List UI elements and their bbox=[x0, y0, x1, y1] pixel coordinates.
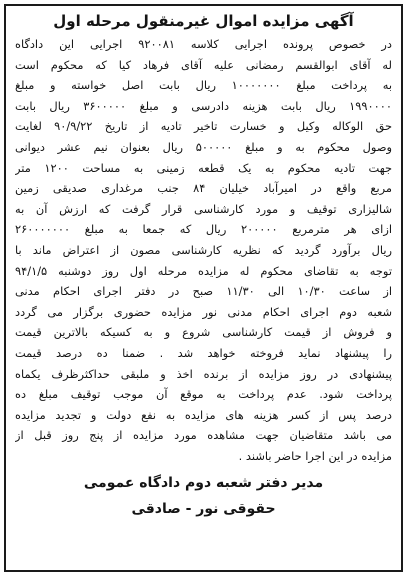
body-line: جهت تادیه محکوم به یک قطعه زمینی به مساحت ۱۲۰۰ متر bbox=[15, 160, 392, 175]
body-line: مزایده در این اجرا حاضر باشند . bbox=[238, 448, 392, 463]
signature-title: مدیر دفتر شعبه دوم دادگاه عمومی bbox=[83, 475, 324, 492]
body-line: له آقای ابوالقسم رمضانی علیه آقای فرهاد کیا که محکوم است bbox=[15, 57, 392, 72]
body-line: مربع واقع در امیرآباد خیلیان ۸۴ جنب مرغداری صدیقی زمین bbox=[15, 181, 392, 196]
body-line: شعبه دوم اجرای احکام مدنی نور مزایده حضوری برگزار می گردد bbox=[15, 304, 392, 319]
notice-body bbox=[15, 34, 392, 466]
body-line: توجه به تقاضای محکوم له مزایده مرحله اول روز دوشنبه ۹۴/۱/۵ bbox=[15, 263, 392, 278]
notice-title: آگهی مزایده اموال غیرمنقول مرحله اول bbox=[53, 12, 354, 30]
body-line: به پرداخت مبلغ ۱۰۰۰۰۰۰۰ ریال بابت اصل خواسته و مبلغ bbox=[15, 78, 392, 93]
body-line: را پیشنهاد نماید فروخته خواهد شد . ضمنا ده درصد قیمت bbox=[15, 345, 392, 360]
signature-name: حقوقی نور - صادقی bbox=[131, 501, 276, 518]
body-line: می باشد متقاضیان جهت مشاهده مورد مزایده از پنج روز قبل از bbox=[15, 428, 392, 443]
body-line: پیشنهادی در روز مزایده از برنده اخذ و ملبقی حداکثرظرف یکماه bbox=[15, 366, 392, 381]
body-line: در خصوص پرونده اجرایی کلاسه ۹۲۰۰۸۱ اجرایی این دادگاه bbox=[15, 37, 392, 51]
signature-block bbox=[15, 470, 392, 522]
body-line: درصد پس از کسر هزینه های مزایده به نفع دولت و تجدید مزایده bbox=[15, 407, 392, 422]
body-line: و فروش از قیمت کارشناسی شروع و به کسیکه بالاترین قیمت bbox=[15, 325, 392, 340]
body-line: ریال برآورد گردید که نظریه کارشناسی مصون از اعتراض ماند با bbox=[15, 242, 392, 257]
body-line: ۱۹۹۰۰۰۰ ریال بابت هزینه دادرسی و مبلغ ۳۶۰۰۰۰۰ ریال بابت bbox=[15, 98, 392, 113]
auction-notice bbox=[4, 4, 403, 572]
body-line: ازای هر مترمربع ۲۰۰۰۰۰ ریال که جمعا به مبلغ ۲۶۰۰۰۰۰۰۰ bbox=[15, 222, 392, 237]
body-line: حق الوکاله وکیل و خسارت تاخیر تادیه از تاریخ ۹۰/۹/۲۲ لغایت bbox=[15, 119, 392, 134]
body-line: پرداخت شود. عدم پرداخت به موقع آن موجب توقیف مبلغ ده bbox=[15, 387, 392, 402]
body-line: شالیزاری توقیف و مورد کارشناسی قرار گرفت که ارزش آن به bbox=[15, 201, 392, 216]
body-line: وصول محکوم به و مبلغ ۵۰۰۰۰۰ ریال بعنوان نیم عشر دیوانی bbox=[15, 139, 392, 154]
body-line: از ساعت ۱۰/۳۰ الی ۱۱/۳۰ صبح در دفتر اجرای احکام مدنی bbox=[15, 284, 392, 299]
